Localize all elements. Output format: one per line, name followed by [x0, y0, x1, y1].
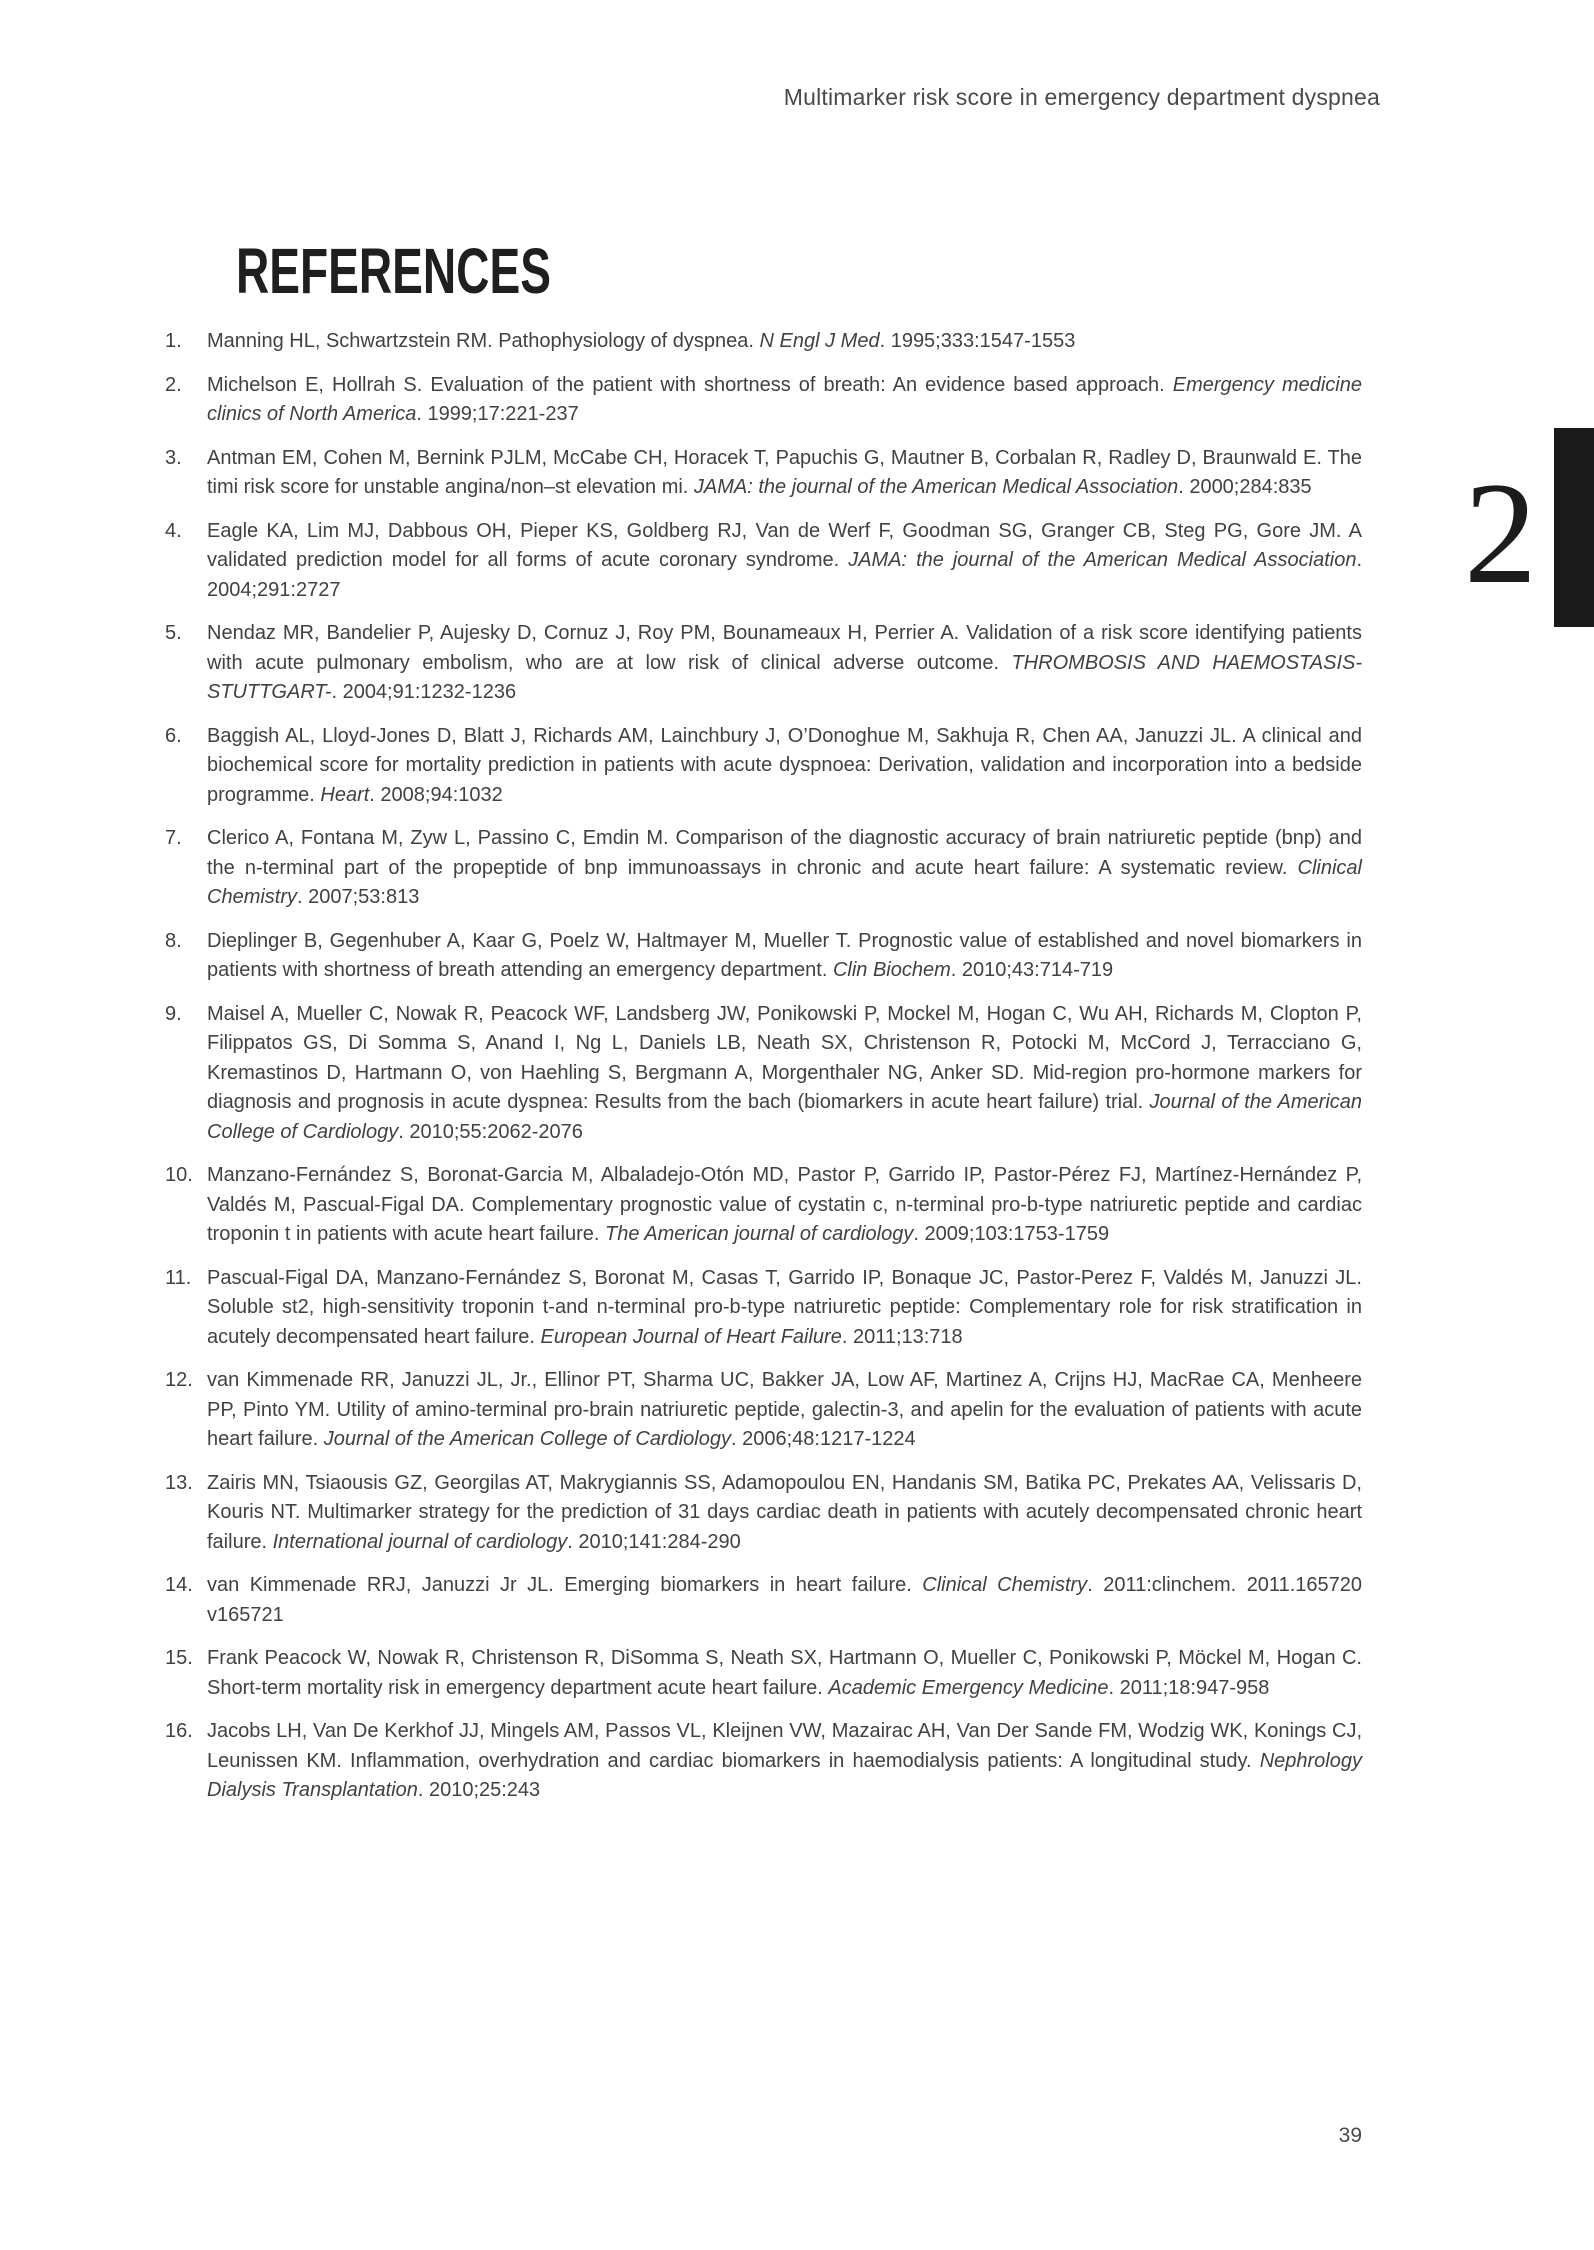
journal-name: JAMA: the journal of the American Medical Association — [693, 476, 1179, 498]
journal-name: N Engl J Med — [759, 330, 880, 352]
chapter-number: 2 — [1464, 452, 1537, 614]
reference-citation-text: Antman EM, Cohen M, Bernink PJLM, McCabe CH, Horacek T, Papuchis G, Mautner B, Corbalan R, Radley D, Braunwald E. The timi risk score for unstable angina/non–st elevation mi. — [207, 446, 1362, 498]
reference-citation-text: Maisel A, Mueller C, Nowak R, Peacock WF, Landsberg JW, Ponikowski P, Mockel M, Hogan C, Wu AH, Richards M, Clopton P, Filippatos GS, Di Somma S, Anand I, Ng L, Daniels LB, Neath SX, Christenson R, Potocki M, McCord J, Terracciano G, Kremastinos D, Hartmann O, von Haehling S, Bergmann A, Morgenthaler NG, Anker SD. Mid-region pro-hormone markers for diagnosis and prognosis in acute dyspnea: Results from the bach (biomarkers in acute heart failure) trial. — [207, 1002, 1362, 1113]
reference-citation-text: Nendaz MR, Bandelier P, Aujesky D, Cornuz J, Roy PM, Bounameaux H, Perrier A. Validation of a risk score identifying patients with acute pulmonary embolism, who are at low risk of clinical adverse outcome. — [207, 622, 1362, 674]
reference-number: 4. — [165, 519, 182, 542]
journal-name: THROMBOSIS AND HAEMOSTASIS-STUTTGART- — [207, 651, 1363, 703]
reference-citation-text: . 2010;25:243 — [417, 1779, 541, 1801]
reference-item — [165, 517, 1362, 606]
journal-name: Academic Emergency Medicine — [828, 1676, 1109, 1699]
journal-name: International journal of cardiology — [272, 1530, 568, 1553]
reference-citation-text: . 2010;141:284-290 — [567, 1530, 741, 1553]
journal-name: Clinical Chemistry — [922, 1574, 1088, 1596]
reference-text — [207, 1366, 1362, 1455]
reference-citation-text: Baggish AL, Lloyd-Jones D, Blatt J, Richards AM, Lainchbury J, O’Donoghue M, Sakhuja R, Chen AA, Januzzi JL. A clinical and biochemical score for mortality prediction in patients with acute dyspnoea: Derivation, validation and incorporation into a bedside programme. — [207, 724, 1362, 806]
reference-number: 5. — [165, 622, 182, 644]
reference-item — [165, 1000, 1362, 1148]
reference-citation-text: Eagle KA, Lim MJ, Dabbous OH, Pieper KS, Goldberg RJ, Van de Werf F, Goodman SG, Granger CB, Steg PG, Gore JM. A validated prediction model for all forms of acute coronary syndrome. — [207, 519, 1362, 571]
reference-item — [165, 619, 1362, 708]
reference-item — [165, 1717, 1362, 1806]
reference-citation-text: . 2006;48:1217-1224 — [731, 1428, 916, 1450]
reference-citation-text: Michelson E, Hollrah S. Evaluation of the patient with shortness of breath: An evidence based approach. — [207, 373, 1173, 396]
journal-name: Journal of the American College of Cardiology — [323, 1428, 731, 1450]
reference-citation-text: Clerico A, Fontana M, Zyw L, Passino C, Emdin M. Comparison of the diagnostic accuracy of brain natriuretic peptide (bnp) and the n-terminal part of the propeptide of bnp immunoassays in chronic and acute heart failure: A systematic review. — [207, 827, 1362, 879]
reference-citation-text: . 2011;18:947-958 — [1108, 1676, 1270, 1699]
reference-text — [207, 722, 1362, 811]
reference-text — [207, 1717, 1362, 1806]
reference-citation-text: . 2011;13:718 — [841, 1325, 963, 1348]
reference-number: 13. — [165, 1471, 193, 1494]
reference-item — [165, 1469, 1362, 1558]
reference-item — [165, 1161, 1362, 1250]
reference-item — [165, 824, 1362, 913]
journal-name: The American journal of cardiology — [605, 1223, 914, 1245]
reference-citation-text: Manning HL, Schwartzstein RM. Pathophysiology of dyspnea. — [207, 330, 760, 352]
journal-name: Clin Biochem — [832, 959, 951, 981]
reference-text — [207, 371, 1362, 430]
page-number: 39 — [1338, 2124, 1362, 2147]
reference-item — [165, 444, 1362, 503]
reference-text — [207, 444, 1362, 503]
reference-number: 7. — [165, 827, 182, 849]
reference-citation-text: . 1995;333:1547-1553 — [879, 330, 1076, 352]
reference-item — [165, 1366, 1362, 1455]
journal-name: Heart — [320, 783, 370, 806]
reference-citation-text: Dieplinger B, Gegenhuber A, Kaar G, Poelz W, Haltmayer M, Mueller T. Prognostic value of established and novel biomarkers in patients with shortness of breath attending an emergency department. — [207, 929, 1362, 981]
reference-text — [207, 1264, 1362, 1353]
reference-number: 1. — [165, 330, 182, 352]
reference-text — [207, 1571, 1362, 1630]
reference-item — [165, 327, 1362, 357]
reference-text — [207, 619, 1362, 708]
reference-citation-text: Zairis MN, Tsiaousis GZ, Georgilas AT, Makrygiannis SS, Adamopoulou EN, Handanis SM, Batika PC, Prekates AA, Velissaris D, Kouris NT. Multimarker strategy for the prediction of 31 days cardiac death in patients with acutely decompensated chronic heart failure. — [207, 1471, 1362, 1553]
reference-text — [207, 1644, 1362, 1703]
reference-text — [207, 1161, 1362, 1250]
reference-citation-text: . 2008;94:1032 — [369, 783, 503, 806]
reference-number: 6. — [165, 724, 182, 747]
reference-text — [207, 327, 1362, 357]
reference-text — [207, 1469, 1362, 1558]
reference-number: 15. — [165, 1647, 193, 1669]
journal-name: European Journal of Heart Failure — [540, 1325, 842, 1348]
reference-citation-text: . 2004;291:2727 — [207, 549, 1363, 601]
reference-item — [165, 1264, 1362, 1353]
reference-citation-text: Pascual-Figal DA, Manzano-Fernández S, Boronat M, Casas T, Garrido IP, Bonaque JC, Pastor-Perez F, Valdés M, Januzzi JL. Soluble st2, high-sensitivity troponin t-and n-terminal pro-b-type natriuretic peptide: Complementary role for risk stratification in acutely decompensated heart failure. — [207, 1266, 1362, 1348]
reference-citation-text: . 2000;284:835 — [1178, 476, 1312, 498]
reference-citation-text: Jacobs LH, Van De Kerkhof JJ, Mingels AM, Passos VL, Kleijnen VW, Mazairac AH, Van Der Sande FM, Wodzig WK, Konings CJ, Leunissen KM. Inflammation, overhydration and cardiac biomarkers in haemodialysis patients: A longitudinal study. — [207, 1720, 1362, 1772]
reference-citation-text: van Kimmenade RRJ, Januzzi Jr JL. Emerging biomarkers in heart failure. — [207, 1574, 923, 1596]
journal-name: Clinical Chemistry — [207, 856, 1362, 908]
reference-text — [207, 1000, 1362, 1148]
reference-citation-text: . 2007;53:813 — [297, 886, 420, 908]
reference-item — [165, 1644, 1362, 1703]
journal-name: Emergency medicine clinics of North America — [207, 373, 1362, 425]
reference-item — [165, 1571, 1362, 1630]
running-header: Multimarker risk score in emergency department dyspnea — [783, 84, 1380, 110]
reference-item — [165, 371, 1362, 430]
reference-number: 2. — [165, 373, 182, 396]
reference-number: 10. — [165, 1164, 193, 1186]
reference-number: 3. — [165, 446, 182, 469]
reference-citation-text: . 1999;17:221-237 — [416, 403, 579, 425]
reference-citation-text: Frank Peacock W, Nowak R, Christenson R, DiSomma S, Neath SX, Hartmann O, Mueller C, Ponikowski P, Möckel M, Hogan C. Short-term mortality risk in emergency department acute heart failure. — [207, 1647, 1362, 1699]
reference-item — [165, 927, 1362, 986]
reference-citation-text: . 2011:clinchem. 2011.165720 v165721 — [207, 1574, 1362, 1626]
reference-text — [207, 517, 1362, 606]
reference-citation-text: . 2009;103:1753-1759 — [913, 1223, 1110, 1245]
reference-citation-text: van Kimmenade RR, Januzzi JL, Jr., Ellinor PT, Sharma UC, Bakker JA, Low AF, Martinez A, Crijns HJ, MacRae CA, Menheere PP, Pinto YM. Utility of amino-terminal pro-brain natriuretic peptide, galectin-3, and apelin for the evaluation of patients with acute heart failure. — [207, 1369, 1362, 1450]
reference-number: 11. — [165, 1266, 192, 1289]
reference-citation-text: Manzano-Fernández S, Boronat-Garcia M, Albaladejo-Otón MD, Pastor P, Garrido IP, Pastor-Pérez FJ, Martínez-Hernández P, Valdés M, Pascual-Figal DA. Complementary prognostic value of cystatin c, n-terminal pro-b-type natriuretic peptide and cardiac troponin t in patients with acute heart failure. — [207, 1164, 1362, 1245]
reference-item — [165, 722, 1362, 811]
page-title: REFERENCES — [236, 235, 551, 307]
reference-number: 8. — [165, 929, 182, 952]
reference-citation-text: . 2010;55:2062-2076 — [398, 1120, 583, 1143]
reference-citation-text: . 2010;43:714-719 — [950, 959, 1114, 981]
reference-number: 14. — [165, 1574, 193, 1596]
reference-text — [207, 927, 1362, 986]
journal-name: JAMA: the journal of the American Medical Association — [848, 549, 1357, 571]
references-list — [165, 327, 1362, 1820]
reference-text — [207, 824, 1362, 913]
chapter-tab-bar — [1554, 428, 1594, 627]
reference-number: 12. — [165, 1369, 193, 1391]
reference-number: 16. — [165, 1720, 193, 1742]
journal-name: Journal of the American College of Cardiology — [207, 1091, 1363, 1143]
reference-citation-text: . 2004;91:1232-1236 — [331, 681, 517, 703]
reference-number: 9. — [165, 1002, 182, 1025]
journal-name: Nephrology Dialysis Transplantation — [207, 1749, 1362, 1801]
